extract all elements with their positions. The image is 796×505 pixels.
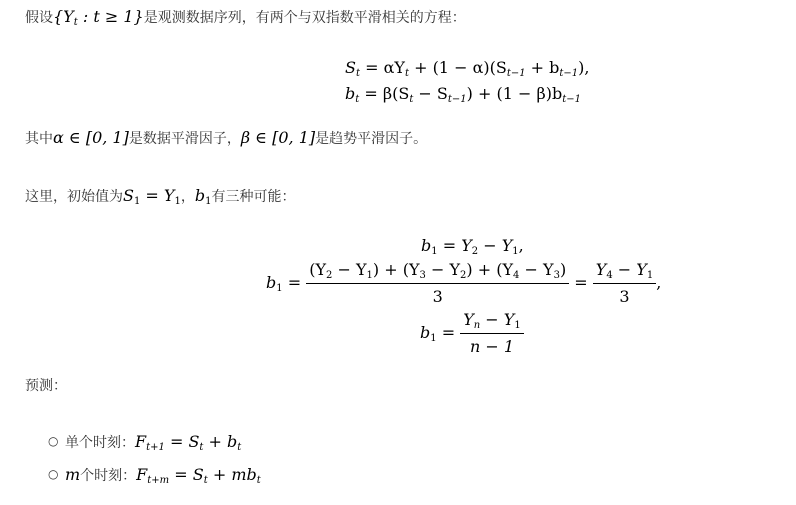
beta-range: β ∈ [0, 1] — [240, 128, 316, 147]
bullet-icon: ○ — [48, 434, 59, 448]
observed-set-formula: {$Y_t$ : t ≥ 1} — [53, 7, 144, 28]
trend-equation: $b_t = \beta(S_t - S_{t-1}) + (1 - \beta)b_{t-1}$ — [345, 84, 581, 105]
s1-equals-y1: $S_1 = Y_1$ — [123, 186, 181, 207]
level-equation: $S_t = \alpha Y_t + (1 - \alpha)(S_{t-1} + b_{t-1})$, — [345, 58, 590, 79]
simplified-fraction: $\frac{Y_4 - Y_1}{3}$ — [593, 258, 656, 309]
forecast-single-step: 单个时刻：$F_{t+1} = S_t + b_t$ — [65, 432, 242, 453]
b1-symbol: $b_1$ — [194, 186, 212, 207]
overall-slope-fraction: $\frac{Y_n - Y_1}{n - 1}$ — [460, 308, 524, 359]
forecast-multi-step: m个时刻：$F_{t+m} = S_t + mb_t$ — [65, 465, 261, 486]
initial-values-line: 这里，初始值为$S_1 = Y_1$，$b_1$有三种可能： — [25, 186, 296, 207]
smoothing-equations — [345, 56, 590, 106]
b1-option-2: $b_1$ = $\frac{(Y_2 - Y_1) + (Y_3 - Y_2) + (Y_4 - Y_3)}{3}$ = $\frac{Y_4 - Y_1}{3}$ , — [266, 258, 661, 309]
b1-option-3: $b_1$ = $\frac{Y_n - Y_1}{n - 1}$ — [420, 308, 524, 359]
intro-line — [25, 7, 466, 28]
intro-prefix: 假设 — [25, 10, 53, 26]
alpha-range: α ∈ [0, 1] — [53, 128, 129, 147]
b1-option-1: $b_1 = Y_2 - Y_1$, — [421, 236, 524, 257]
forecast-title: 预测： — [25, 378, 67, 394]
average-differences-fraction: $\frac{(Y_2 - Y_1) + (Y_3 - Y_2) + (Y_4 - Y_3)}{3}$ — [306, 258, 569, 309]
factors-line: 其中α ∈ [0, 1]是数据平滑因子，β ∈ [0, 1]是趋势平滑因子。 — [25, 128, 428, 147]
bullet-icon: ○ — [48, 467, 59, 481]
intro-suffix: 是观测数据序列，有两个与双指数平滑相关的方程： — [143, 10, 466, 26]
